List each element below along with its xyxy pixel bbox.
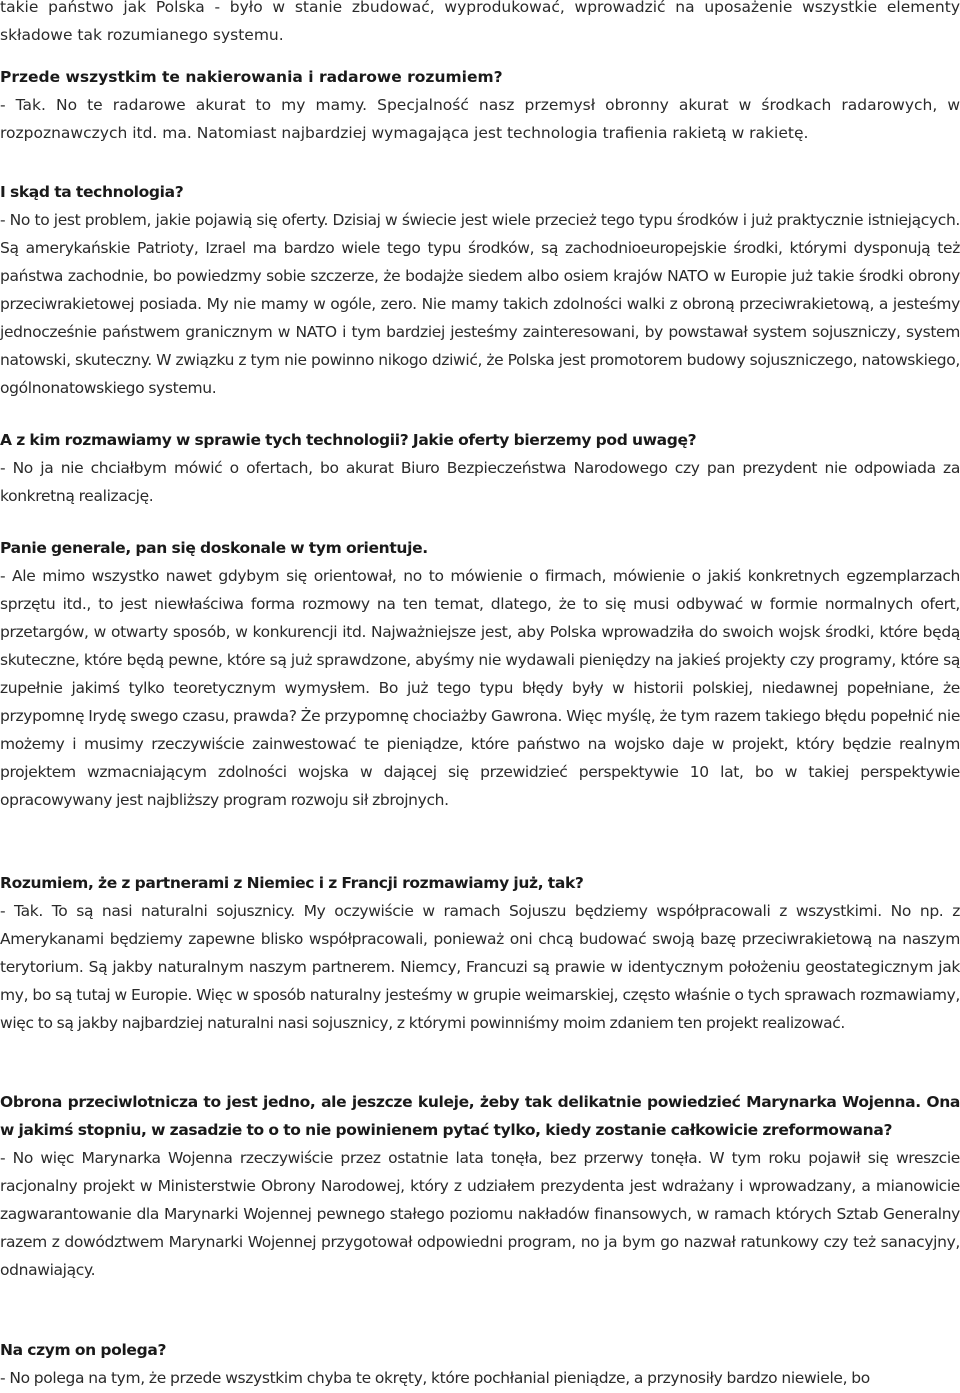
answer-paragraph: - No to jest problem, jakie pojawią się oferty. Dzisiaj w świecie jest wiele przecież tego typu środków i już praktycznie istniejących. Są amerykańskie Patrioty, Izrael ma bardzo wiele tego typu środków, są zachodnioeuropejskie środki, którymi dysponują też państwa zachodnie, bo powiedzmy sobie szczerze, że bodajże siedem albo osiem krajów NATO w Europie już takie środki obrony przeciwrakietowej posiada. My nie mamy w ogóle, zero. Nie mamy takich zdolności walki z obroną przeciwrakietową, a jesteśmy jednocześnie państwem granicznym w NATO i tym bardziej jesteśmy zainteresowani, by powstawał system sojuszniczy, system natowski, skuteczny. W związku z tym nie powinno nikogo dziwić, że Polska jest promotorem budowy sojuszniczego, natowskiego, ogólnonatowskiego systemu. — [0, 211, 960, 397]
answer-paragraph: - No polega na tym, że przede wszystkim chyba te okręty, które pochłanial pieniądze, a przynosiły bardzo niewiele, bo — [0, 1369, 870, 1387]
question-heading: I skąd ta technologia? — [0, 183, 184, 201]
qa-block-3 — [0, 426, 960, 510]
qa-block-7 — [0, 1336, 960, 1392]
question-heading: Przede wszystkim te nakierowania i radarowe rozumiem? — [0, 68, 503, 86]
question-heading: Obrona przeciwlotnicza to jest jedno, ale jeszcze kuleje, żeby tak delikatnie powiedzieć Marynarka Wojenna. Ona w jakimś stopniu, w zasadzie to o to nie powinienem pytać tylko, kiedy zostanie całkowicie zreformowana? — [0, 1093, 960, 1139]
question-heading: Panie generale, pan się doskonale w tym orientuje. — [0, 539, 428, 557]
question-heading: Na czym on polega? — [0, 1341, 167, 1359]
qa-block-6 — [0, 1088, 960, 1284]
answer-paragraph: - No więc Marynarka Wojenna rzeczywiście przez ostatnie lata tonęła, bez przerwy tonęła. W tym roku pojawił się wreszcie racjonalny projekt w Ministerstwie Obrony Narodowej, który z udziałem prezydenta jest wdrażany i wprowadzany, a mianowicie zagwarantowanie dla Marynarki Wojennej pewnego stałego poziomu nakładów finansowych, w ramach których Sztab Generalny razem z dowództwem Marynarki Wojennej przygotował odpowiedni program, no ja bym go nazwał ratunkowy czy też sanacyjny, odnawiający. — [0, 1149, 960, 1279]
answer-paragraph: - Ale mimo wszystko nawet gdybym się orientował, no to mówienie o firmach, mówienie o jakiś konkretnych egzemplarzach sprzętu itd., to jest niewłaściwa forma rozmowy na ten temat, dlatego, że to się musi odbywać w formie normalnych ofert, przetargów, w otwarty sposób, w konkurencji itd. Najważniejsze jest, aby Polska wprowadziła do swoich wojsk środki, które będą skuteczne, które będą pewne, które są już sprawdzone, abyśmy nie wydawali pieniędzy na jakieś projekty czy programy, które są zupełnie jakimś tylko teoretycznym wymysłem. Bo już tego typu błędy były w historii polskiej, niedawnej popełniane, że przypomnę Irydę swego czasu, prawda? Że przypomnę chociażby Gawrona. Więc myślę, że tym razem takiego błędu popełnić nie możemy i musimy rzeczywiście zainwestować te pieniądze, które państwo na wojsko daje w projekt, który będzie realnym projektem wzmacniającym zdolności wojska w dającej się przewidzieć perspektywie 10 lat, bo w takiej perspektywie opracowywany jest najbliższy program rozwoju sił zbrojnych. — [0, 567, 960, 809]
question-heading: A z kim rozmawiamy w sprawie tych technologii? Jakie oferty bierzemy pod uwagę? — [0, 431, 697, 449]
qa-block-1 — [0, 63, 960, 147]
answer-paragraph: - Tak. No te radarowe akurat to my mamy. Specjalność nasz przemysł obronny akurat w środkach radarowych, w rozpoznawczych itd. ma. Natomiast najbardziej wymagająca jest technologia trafienia rakietą w rakietę. — [0, 96, 960, 142]
question-heading: Rozumiem, że z partnerami z Niemiec i z Francji rozmawiamy już, tak? — [0, 874, 584, 892]
intro-paragraph: takie państwo jak Polska - było w stanie zbudować, wyprodukować, wprowadzić na uposażenie wszystkie elementy składowe tak rozumianego systemu. — [0, 0, 960, 44]
qa-block-4 — [0, 534, 960, 814]
answer-paragraph: - No ja nie chciałbym mówić o ofertach, bo akurat Biuro Bezpieczeństwa Narodowego czy pan prezydent nie odpowiada za konkretną realizację. — [0, 459, 960, 505]
answer-paragraph: - Tak. To są nasi naturalni sojusznicy. My oczywiście w ramach Sojuszu będziemy współpracowali z wszystkimi. No np. z Amerykanami będziemy zapewne blisko współpracowali, ponieważ oni chcą budować swoją bazę przeciwrakietową na naszym terytorium. Są jakby naturalnym naszym partnerem. Niemcy, Francuzi są prawie w identycznym położeniu geostategicznym jak my, bo są tutaj w Europie. Więc w sposób naturalny jesteśmy w grupie weimarskiej, często właśnie o tych sprawach rozmawiamy, więc to są jakby najbardziej naturalni nasi sojusznicy, z którymi powinniśmy moim zdaniem ten projekt realizować. — [0, 902, 960, 1032]
qa-block-5 — [0, 869, 960, 1037]
qa-block-2 — [0, 178, 960, 402]
